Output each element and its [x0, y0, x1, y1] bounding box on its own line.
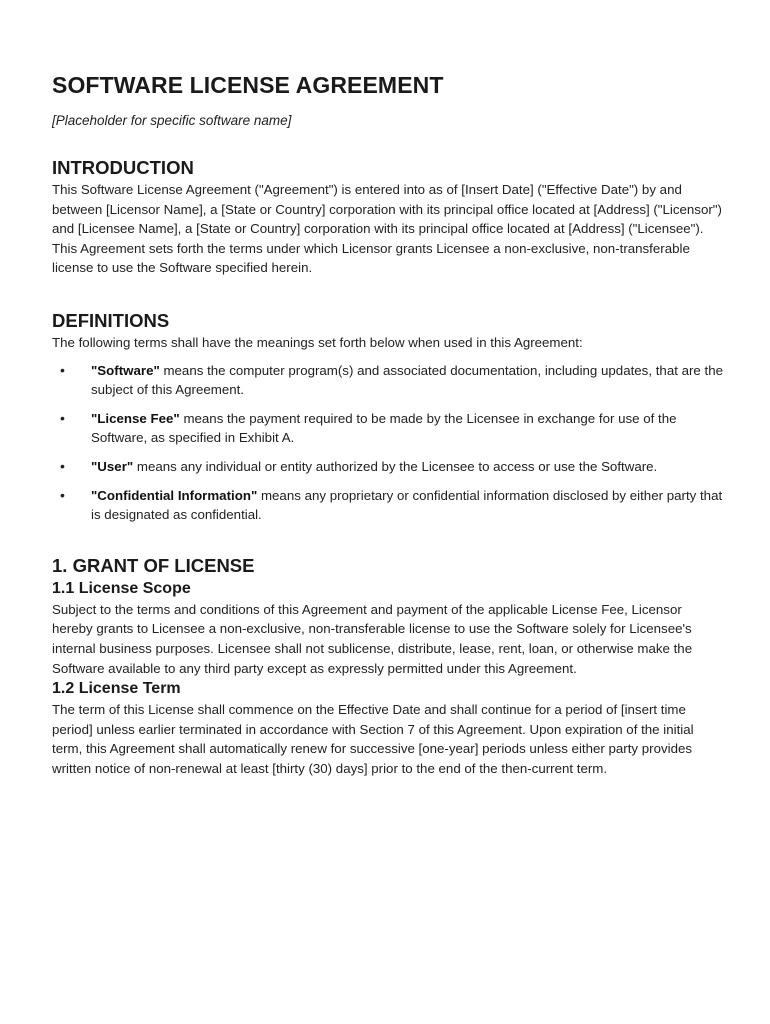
introduction-text: This Software License Agreement ("Agreement") is entered into as of [Insert Date] ("Effective Date") by and between [Licensor Name], a [State or Country] corporation with its principal office located at [Address] ("Licensor") and [Licensee Name], a [State or Country] corporation with its principal office located at [Address] ("Licensee"). This Agreement sets forth the terms under which Licensor grants Licensee a non-exclusive, non-transferable license to use the Software specified herein.	[52, 182, 722, 276]
license-term-text: The term of this License shall commence on the Effective Date and shall continue for a period of [insert time period] unless earlier terminated in accordance with Section 7 of this Agreement. Upon expiration of the initial term, this Agreement shall automatically renew for successive [one-year] periods unless either party provides written notice of non-renewal at least [thirty (30) days] prior to the end of the then-current term.	[52, 702, 694, 776]
license-term-heading: 1.2 License Term	[52, 680, 181, 698]
grant-of-license-heading: 1. GRANT OF LICENSE	[52, 554, 255, 576]
definitions-lead: The following terms shall have the meanings set forth below when used in this Agreement:	[52, 334, 583, 350]
definition-term: "User"	[91, 458, 134, 474]
definition-text: means the payment required to be made by the Licensee in exchange for use of the Software, as specified in Exhibit A.	[91, 410, 677, 446]
bullet-icon: •	[60, 409, 65, 426]
definition-term: "License Fee"	[91, 410, 180, 426]
license-scope-heading: 1.1 License Scope	[52, 579, 191, 597]
bullet-icon: •	[60, 457, 65, 474]
definition-text: means any individual or entity authorized by the Licensee to access or use the Software.	[133, 458, 658, 474]
document-subtitle: [Placeholder for specific software name]	[52, 113, 292, 128]
definitions-list	[52, 361, 724, 525]
bullet-icon: •	[60, 486, 65, 503]
document-title: SOFTWARE LICENSE AGREEMENT	[52, 72, 444, 98]
definition-item-software	[52, 361, 724, 400]
definition-term: "Confidential Information"	[91, 487, 258, 503]
license-scope-text: Subject to the terms and conditions of this Agreement and payment of the applicable License Fee, Licensor hereby grants to Licensee a non-exclusive, non-transferable license to use the Software solely for Licensee's internal business purposes. Licensee shall not sublicense, distribute, lease, rent, loan, or otherwise make the Software available to any third party except as expressly permitted under this Agreement.	[52, 601, 693, 676]
definition-text: means any proprietary or confidential information disclosed by either party that is designated as confidential.	[91, 487, 723, 523]
introduction-heading: INTRODUCTION	[52, 157, 194, 178]
definition-term: "Software"	[91, 362, 160, 378]
bullet-icon: •	[60, 361, 65, 378]
definitions-heading: DEFINITIONS	[52, 309, 170, 331]
definition-item-user	[52, 457, 724, 477]
definition-text: means the computer program(s) and associated documentation, including updates, that are the subject of this Agreement.	[91, 362, 723, 398]
document-page	[52, 70, 724, 778]
definition-item-license-fee	[52, 409, 724, 448]
definition-item-confidential-information	[52, 486, 724, 525]
